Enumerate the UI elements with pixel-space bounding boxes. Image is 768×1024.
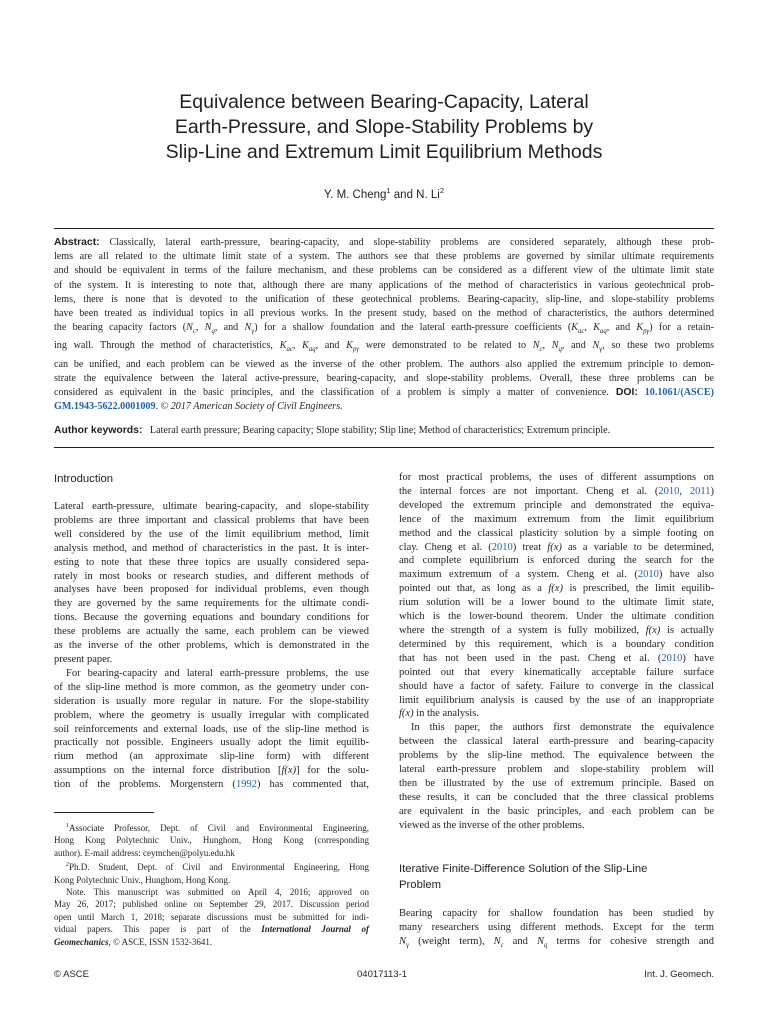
divider: [54, 447, 714, 448]
citation-link[interactable]: 2011: [689, 485, 711, 497]
right-column-text: [399, 471, 714, 833]
text-line: these problems are actually the same, each problem can be viewed: [54, 626, 369, 638]
abstract-line: Abstract: Classically, lateral earth-pressure, bearing-capacity, and slope-stability problems are considered separately, although these prob-: [54, 237, 714, 248]
section-heading-iterative-finite-difference: Iterative Finite-Difference Solution of the Slip-Line Problem: [399, 863, 648, 891]
introduction-text: [54, 500, 369, 792]
text-line: analyses have been proposed for individual problems, even though: [54, 584, 369, 596]
citation-link[interactable]: 2010: [658, 485, 680, 497]
text-line: of the slip-line method is more common, as the geometry under con-: [54, 681, 369, 693]
text-line: problems are three important and classical problems that have been: [54, 514, 369, 526]
citation-link[interactable]: 2010: [637, 569, 659, 581]
author-line: [0, 186, 768, 201]
page-footer: [54, 969, 714, 983]
journal-name: International Journal of: [261, 924, 370, 935]
footnote-line: author). E-mail address: ceymchen@polyu.edu.hk: [54, 847, 235, 858]
text-line: rately in most books or research studies, and different methods of: [54, 570, 369, 582]
footnotes: [54, 820, 369, 948]
footnote-line: May 26, 2017; published online on September 29, 2017. Discussion period: [54, 899, 369, 910]
text-line: pointed out that, as long as a f(x) is prescribed, the limit equilib-: [399, 583, 714, 595]
text-line: are equivalent in the basic principles, and each problem can be: [399, 805, 714, 817]
abstract-line: ing wall. Through the method of characteristics, $K_{ac}$, $K_{aq}$, and $K_{p\gamma}$ were demonstrated to be related to $N_c$, $N_q$, and $N_\gamma$, so these two problems: [54, 340, 715, 354]
footer-journal: Int. J. Geomech.: [644, 969, 714, 980]
text-line: maximum extremum of a system. Cheng et al. (2010) have also: [399, 569, 715, 581]
divider: [54, 228, 714, 229]
citation-link[interactable]: 2010: [661, 652, 683, 664]
text-line: well considered by the use of the limit equilibrium method, limit: [54, 528, 369, 540]
text-line: lateral earth-pressure problem and slope-stability problem will: [399, 764, 714, 776]
abstract: [54, 236, 714, 414]
text-line: between the classical lateral earth-pressure and bearing-capacity: [399, 736, 714, 748]
text-line: rium solution will be a lower bound to the ultimate limit state,: [399, 597, 714, 609]
text-line: as the inverse of the other problems, which is demonstrated in the: [54, 640, 369, 652]
doi-label: DOI:: [615, 387, 638, 399]
text-line: clay. Cheng et al. (2010) treat f(x) as a variable to be determined,: [399, 541, 715, 553]
text-line: esting to note that these three topics are usually considered sepa-: [54, 556, 369, 568]
text-line: problems by the slip-line method. The equivalence between the: [399, 750, 714, 762]
footnote-line: vidual papers. This paper is part of the International Journal of: [54, 924, 370, 935]
abstract-line: have been treated as individual topics in all previous works. In the present study, based on the method of characteristics, the authors determined: [54, 308, 714, 320]
abstract-line: and should be equivalent in terms of the failure mechanism, and these problems can be considered as a different view of the ultimate limit state: [54, 265, 714, 277]
abstract-line: lems are all related to the ultimate limit state of a system. The authors see that these problems are governed by similar ultimate requirements: [54, 251, 714, 263]
abstract-label: Abstract:: [54, 237, 100, 248]
text-line: present paper.: [54, 653, 113, 665]
author-keywords: [54, 425, 714, 436]
text-line: these results, it can be concluded that the three classical problems: [399, 791, 714, 803]
text-line: for most practical problems, the uses of different assumptions on: [399, 472, 714, 483]
section-heading-introduction: Introduction: [54, 473, 114, 485]
text-line: that has not been used in the past. Cheng et al. (2010) have: [399, 652, 714, 664]
text-line: $N_\gamma$ (weight term), $N_c$ and $N_q$ terms for cohesive strength and: [399, 935, 714, 949]
footnote-divider: [54, 812, 154, 813]
citation-link[interactable]: 2010: [491, 541, 513, 553]
abstract-line: of the system. It is interesting to note that, although there are many applications of the method of characteristics in various geotechnical prob-: [54, 279, 714, 291]
text-line: where the strength of a system is fully mobilized, f(x) is actually: [399, 624, 714, 636]
text-line: In this paper, the authors first demonstrate the equivalence: [411, 722, 714, 734]
right-column-text-2: [399, 907, 714, 953]
text-line: which is the lower-bound theorem. Under the ultimate condition: [399, 611, 714, 623]
text-line: determined by this requirement, which is a boundary condition: [399, 638, 714, 650]
text-line: should have a factor of safety. Failure to converge in the classical: [399, 680, 714, 692]
title-line: Equivalence between Bearing-Capacity, Lateral: [179, 91, 589, 113]
citation-link[interactable]: 1992: [235, 779, 257, 791]
text-line: they are governed by the same requirements for the ultimate condi-: [54, 598, 369, 610]
copyright: © 2017 American Society of Civil Engineers.: [160, 401, 343, 413]
footer-page-number: 04017113-1: [357, 969, 408, 980]
journal-name: Geomechanics: [54, 936, 109, 947]
text-line: assumptions on the internal force distribution [f(x)] for the solu-: [54, 765, 369, 777]
abstract-line: can be unified, and each problem can be viewed as the inverse of the other problem. The authors also applied the extremum principle to demon-: [54, 358, 714, 370]
text-line: the internal forces are not important. Cheng et al. (2010, 2011): [399, 485, 714, 497]
text-line: pointed out that every kinematically acceptable failure surface: [399, 666, 714, 678]
text-line: Bearing capacity for shallow foundation has been studied by: [399, 908, 714, 919]
text-line: method and the classical plasticity solution by a simple footing on: [399, 527, 714, 539]
text-line: viewed as the inverse of the other problems.: [399, 819, 585, 831]
footnote-line: Hong Kong Polytechnic Univ., Hunghom, Hong Kong (corresponding: [54, 835, 369, 846]
abstract-line: the bearing capacity factors ($N_c$, $N_q$, and $N_\gamma$) for a shallow foundation and the lateral earth-pressure coefficients ($K_{ac}$, $K_{aq}$, and $K_{p\gamma}$) for a retain-: [54, 322, 714, 336]
text-line: limit equilibrium analysis is caused by the use of an inappropriate: [399, 694, 714, 706]
footnote-line: Kong Polytechnic Univ., Hunghom, Hong Kong.: [54, 874, 231, 885]
abstract-line: considered as equivalent in the basic principles, and the classification of a problem is simply a matter of convenience. DOI: 10.1061/(ASCE): [54, 387, 715, 399]
author-name: Y. M. Cheng: [323, 188, 387, 201]
doi-link[interactable]: 10.1061/(ASCE): [644, 387, 715, 399]
text-line: and complete equilibrium is enforced during the search for the: [399, 555, 714, 567]
text-line: For bearing-capacity and lateral earth-pressure problems, the use: [66, 667, 369, 679]
title-line: Earth-Pressure, and Slope-Stability Problems by: [174, 116, 594, 138]
text-line: many researchers using different methods. Except for the term: [399, 921, 714, 933]
text-line: practically not possible. Engineers usually adopt the limit equilib-: [54, 737, 369, 749]
text-line: tion of the problems. Morgenstern (1992) has commented that,: [54, 779, 369, 791]
footnote-line: Note. This manuscript was submitted on April 4, 2016; approved on: [66, 887, 369, 898]
author-affiliation-mark: 2: [439, 186, 444, 195]
text-line: then be illustrated by the use of extremum principle. Based on: [399, 777, 714, 789]
doi-link[interactable]: GM.1943-5622.0001009: [54, 401, 156, 413]
text-line: f(x) in the analysis.: [399, 708, 479, 720]
keywords-label: Author keywords:: [54, 425, 143, 436]
footnote-line: open until March 1, 2018; separate discussions must be submitted for indi-: [54, 911, 369, 922]
abstract-line: GM.1943-5622.0001009. © 2017 American Society of Civil Engineers.: [54, 401, 343, 413]
abstract-line: lems, there is none that is devoted to the unification of these geotechnical problems. Bearing-capacity, slip-line, and slope-stability problems: [54, 293, 714, 305]
author-affiliation-mark: 1: [386, 186, 391, 195]
text-line: rium method (an approximate slip-line form) with different: [54, 751, 369, 763]
author-name: and N. Li: [390, 188, 440, 201]
keywords-text: Lateral earth pressure; Bearing capacity; Slope stability; Slip line; Method of characteristics; Extremum principle.: [149, 425, 611, 436]
text-line: tions. Because the governing equations and boundary conditions for: [54, 612, 369, 624]
footnote-line: Geomechanics, © ASCE, ISSN 1532-3641.: [54, 936, 213, 947]
text-line: problem, where the geometry is usually irregular with complicated: [54, 709, 369, 721]
paper-title: [80, 90, 688, 165]
footer-publisher: © ASCE: [54, 969, 89, 980]
title-line: Slip-Line and Extremum Limit Equilibrium Methods: [165, 141, 603, 163]
text-line: sideration is usually more regular in nature. For the slope-stability: [54, 695, 369, 707]
text-line: analysis method, and method of characteristics in the past. It is inter-: [54, 542, 369, 554]
abstract-line: strate the equivalence between the lateral active-pressure, bearing-capacity, and slope-stability problems. Overall, these three problems can be: [54, 372, 714, 384]
footnote-line: $^2$Ph.D. Student, Dept. of Civil and Environmental Engineering, Hong: [66, 862, 369, 873]
text-line: lence of the maximum extremum from the limit equilibrium: [399, 513, 714, 525]
text-line: soil reinforcements and external loads, use of the slip-line method is: [54, 723, 369, 735]
text-line: Lateral earth-pressure, ultimate bearing-capacity, and slope-stability: [54, 501, 369, 512]
text-line: developed the extremum principle and demonstrated the equiva-: [399, 499, 714, 511]
footnote-line: $^1$Associate Professor, Dept. of Civil and Environmental Engineering,: [66, 823, 369, 833]
